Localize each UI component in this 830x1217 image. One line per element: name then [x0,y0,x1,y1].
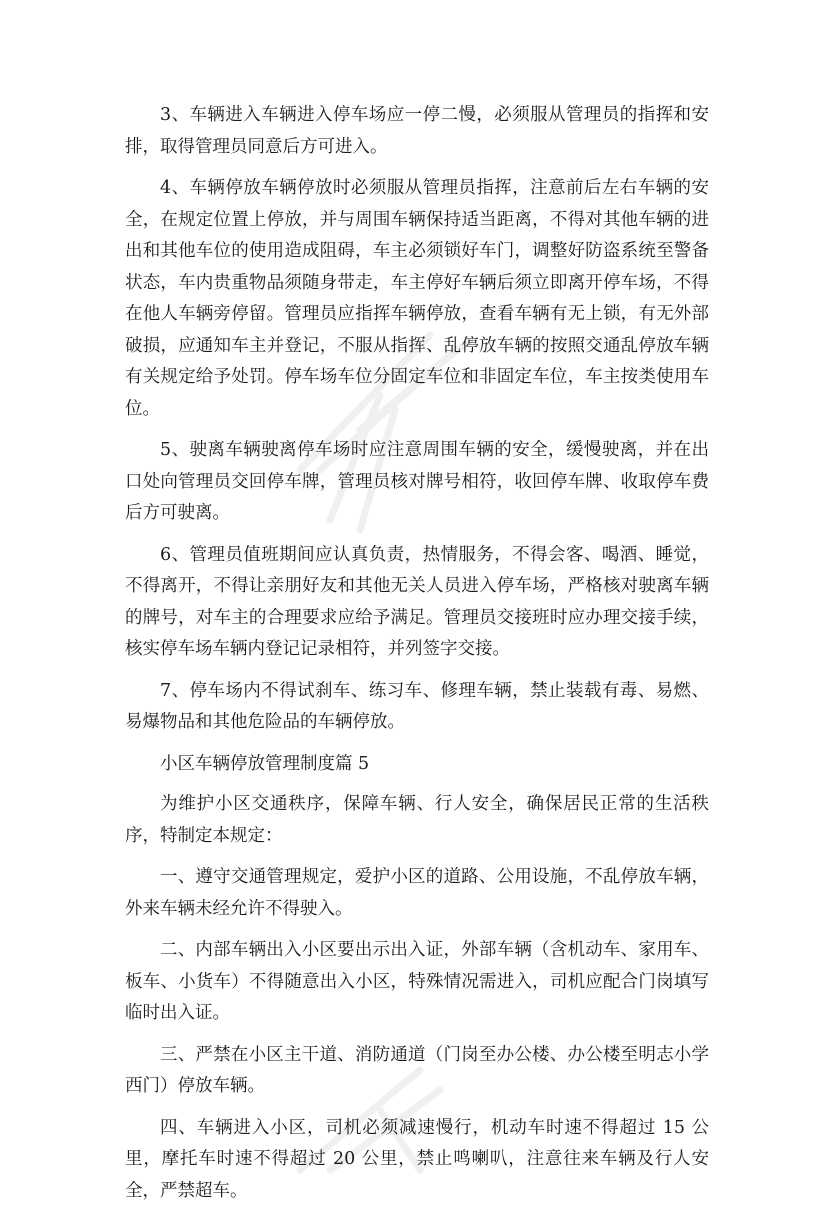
paragraph-rule-5: 5、驶离车辆驶离停车场时应注意周围车辆的安全，缓慢驶离，并在出口处向管理员交回停车牌，管理员核对牌号相符，收回停车牌、收取停车费后方可驶离。 [125,440,709,523]
section-rule-3: 三、严禁在小区主干道、消防通道（门岗至办公楼、办公楼至明志小学西门）停放车辆。 [125,1044,709,1096]
section-title: 小区车辆停放管理制度篇 5 [160,753,370,774]
section-intro: 为维护小区交通秩序，保障车辆、行人安全，确保居民正常的生活秩序，特制定本规定： [125,794,709,846]
paragraph-rule-6: 6、管理员值班期间应认真负责，热情服务，不得会客、喝酒、睡觉，不得离开，不得让亲朋好友和其他无关人员进入停车场，严格核对驶离车辆的牌号，对车主的合理要求应给予满足。管理员交接班时应办理交接手续，核实停车场车辆内登记记录相符，并列签字交接。 [125,544,709,659]
paragraph-rule-7: 7、停车场内不得试刹车、练习车、修理车辆，禁止装载有毒、易燃、易爆物品和其他危险品的车辆停放。 [125,680,709,732]
section-rule-1: 一、遵守交通管理规定，爱护小区的道路、公用设施，不乱停放车辆，外来车辆未经允许不得驶入。 [125,867,709,919]
section-rule-4: 四、车辆进入小区，司机必须减速慢行，机动车时速不得超过 15 公里，摩托车时速不得超过 20 公里，禁止鸣喇叭，注意往来车辆及行人安全，严禁超车。 [125,1117,709,1201]
paragraph-rule-3: 3、车辆进入车辆进入停车场应一停二慢，必须服从管理员的指挥和安排，取得管理员同意后方可进入。 [125,105,709,157]
document-body [125,100,709,1217]
paragraph-rule-4: 4、车辆停放车辆停放时必须服从管理员指挥，注意前后左右车辆的安全，在规定位置上停放，并与周围车辆保持适当距离，不得对其他车辆的进出和其他车位的使用造成阻碍，车主必须锁好车门，调整好防盗系统至警备状态，车内贵重物品须随身带走，车主停好车辆后须立即离开停车场，不得在他人车辆旁停留。管理员应指挥车辆停放，查看车辆有无上锁，有无外部破损，应通知车主并登记，不服从指挥、乱停放车辆的按照交通乱停放车辆有关规定给予处罚。停车场车位分固定车位和非固定车位，车主按类使用车位。 [125,178,709,419]
section-rule-2: 二、内部车辆出入小区要出示出入证，外部车辆（含机动车、家用车、板车、小货车）不得随意出入小区，特殊情况需进入，司机应配合门岗填写临时出入证。 [125,940,709,1023]
